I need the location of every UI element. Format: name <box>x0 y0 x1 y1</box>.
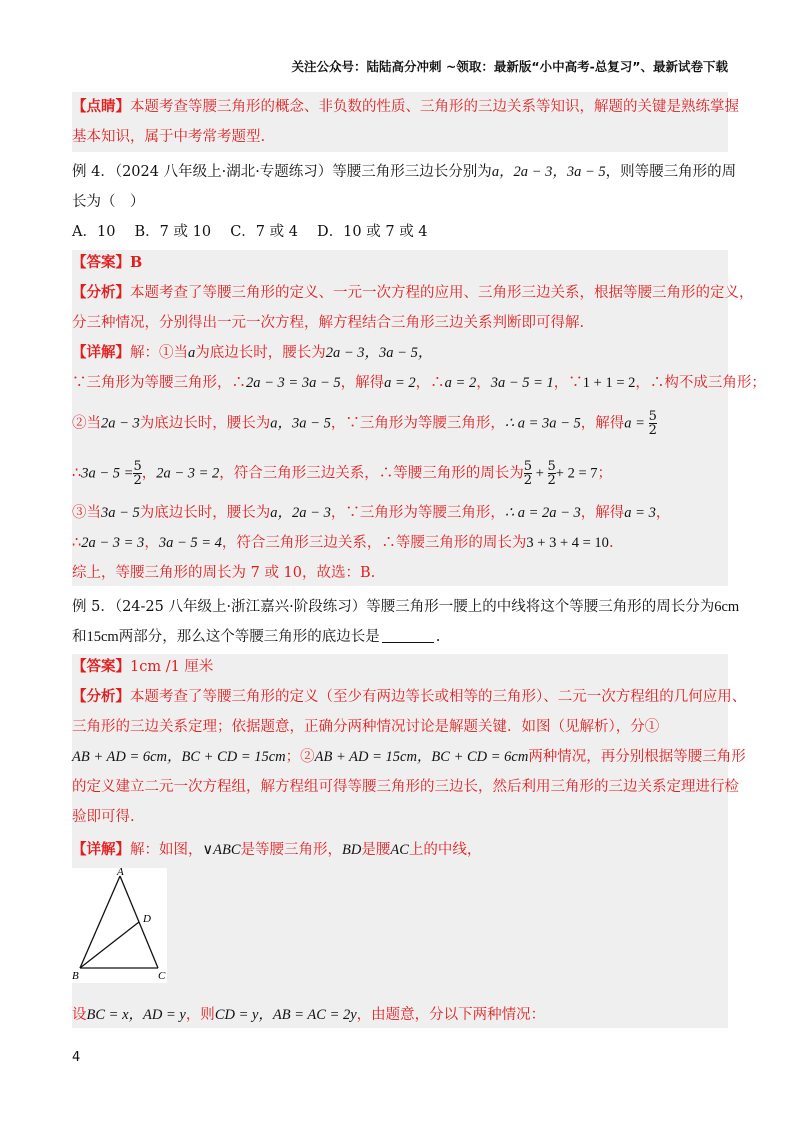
math-ac: AC <box>390 842 409 858</box>
ex5-d2c: ，由题意，分以下两种情况： <box>356 1007 546 1023</box>
frac-den-c: 2 <box>523 473 533 488</box>
ex4-analysis-2: 分三种情况，分别得出一元一次方程，解方程结合三角形三边关系判断即可得解. <box>72 315 585 331</box>
median-bd <box>80 922 139 968</box>
math-a-2: a = 2 <box>444 375 477 391</box>
triangle-diagram <box>72 868 167 983</box>
ex4-choices: A．10 B．7 或 10 C．7 或 4 D．10 或 7 或 4 <box>72 224 428 240</box>
ex4-detail-1 <box>72 343 432 363</box>
math-s6b: 3a − 5 = 4 <box>158 535 222 551</box>
ex5-val-15cm: 15cm <box>86 629 119 645</box>
ex4-line-1 <box>72 162 736 182</box>
frac-num-b: 5 <box>133 459 142 474</box>
ex4-d2a: ∵三角形为等腰三角形，∴ <box>72 375 246 391</box>
ex5-analysis-5: 验即可得. <box>72 809 135 825</box>
ex4-detail-6: ∴2a − 3 = 3，3a − 5 = 4，符合三角形三边关系，∴等腰三角形的周长为3 + 3 + 4 = 10. <box>72 535 614 551</box>
ex5-analysis-2: 三角形的三边关系定理；依据题意，正确分两种情况讨论是解题关键．如图（见解析），分① <box>72 719 660 735</box>
ex5-d1d: 上的中线， <box>408 842 482 858</box>
ex4-d5c: ，∵三角形为等腰三角形， <box>330 505 505 521</box>
ex5-text-1: 例 5．（24-25 八年级上·浙江嘉兴·阶段练习）等腰三角形一腰上的中线将这个等腰三角形的周长分为 <box>72 599 715 615</box>
ex5-analysis-4: 的定义建立二元一次方程组，解方程组可得等腰三角形的三边长，然后利用三角形的三边关系定理进行检 <box>72 779 739 795</box>
ex5-answer-line <box>72 657 213 677</box>
frac-num-c: 5 <box>523 459 533 474</box>
ex4-d6a: ∴ <box>72 535 82 551</box>
ex4-d5b: 为底边长时，腰长为 <box>139 505 271 521</box>
ex4-d2d: ，∵ <box>553 375 583 391</box>
ex4-detail-3: ②当2a − 3为底边长时，腰长为a，3a − 5，∵三角形为等腰三角形，∴ a = 3a − 5，解得a = $\frac{5}{2}$ <box>72 409 657 438</box>
ex4-analysis-label: 【分析】 <box>72 284 130 301</box>
ex4-detail-2: ∵三角形为等腰三角形，∴2a − 3 = 3a − 5，解得a = 2，∴a = 2，3a − 5 = 1，∵1 + 1 = 2，∴构不成三角形； <box>72 375 766 391</box>
math-vars2: CD = y，AB = AC = 2y <box>214 1007 357 1023</box>
math-2a-3-b: 2a − 3 <box>101 415 140 432</box>
label-d: D <box>143 913 151 925</box>
ex4-d1b: 为底边长时，腰长为 <box>195 345 326 361</box>
math-a-eq-2: a = 2 <box>384 375 416 391</box>
ex4-detail-4: ∴3a − 5 = $\frac{5}{2}$ ，2a − 3 = 2，符合三角形三边关系，∴等腰三角形的周长为 $\frac{5}{2}$ + $\frac{5}{2}$ + 2 = 7； <box>72 459 613 488</box>
ex4-detail-label: 【详解】 <box>72 344 130 361</box>
ex4-answer-line <box>72 253 142 273</box>
ex4-text-1b: ，则等腰三角形的周 <box>605 164 737 180</box>
math-legs2: a，3a − 5 <box>270 415 331 432</box>
math-s6a: 2a − 3 = 3 <box>81 535 145 551</box>
tip-line-1 <box>72 97 739 117</box>
math-2a-3: 2a − 3 <box>325 345 365 361</box>
ex5-a3d: 两种情况，再分别根据等腰三角形 <box>528 749 746 765</box>
ex5-detail-2 <box>72 1005 545 1025</box>
side-ab <box>80 876 120 968</box>
ex4-d5d: ，解得 <box>580 505 625 521</box>
ex5-d2b: ，则 <box>185 1007 215 1023</box>
math-legs1: 2a − 3，3a − 5， <box>325 345 433 361</box>
math-cond1: AB + AD = 6cm，BC + CD = 15cm <box>72 749 286 765</box>
frac-num-d: 5 <box>547 459 556 474</box>
label-a: A <box>117 868 124 878</box>
ex5-d1a: 解：如图， <box>130 842 203 858</box>
math-bd: BD <box>342 842 362 858</box>
math-eq2: a = 3a − 5 <box>517 415 581 432</box>
ex4-d3a: ②当 <box>72 415 101 432</box>
math-check1: 3a − 5 = 1 <box>490 375 554 391</box>
ex5-analysis-1 <box>72 687 746 707</box>
frac-5-2-c <box>524 460 532 487</box>
math-vars1: BC = x，AD = y <box>86 1007 186 1023</box>
ex5-d1c: 是腰 <box>361 842 391 858</box>
ex4-d3c: ，∵三角形为等腰三角形， <box>330 415 505 432</box>
math-3a-5-b: 3a − 5 <box>101 505 140 521</box>
ex4-sides: a，2a − 3，3a − 5 <box>491 164 606 180</box>
page-number: 4 <box>72 1050 81 1065</box>
ex4-analysis-1 <box>72 283 754 303</box>
label-b: B <box>72 970 79 982</box>
ex5-detail-label: 【详解】 <box>72 841 130 858</box>
ex4-text-1a: 例 4．（2024 八年级上·湖北·专题练习）等腰三角形三边长分别为 <box>72 164 492 180</box>
ex4-d5a: ③当 <box>72 505 101 521</box>
math-legs3: a，2a − 3 <box>270 505 331 521</box>
math-a: a <box>188 345 196 361</box>
frac-5-2 <box>649 410 657 437</box>
frac-num: 5 <box>648 409 657 424</box>
ex5-answer-label: 【答案】 <box>72 658 130 675</box>
ex5-val-6cm: 6cm <box>714 599 740 615</box>
math-s4b: 2a − 3 = 2 <box>156 465 220 482</box>
label-c: C <box>158 970 166 982</box>
ex5-answer: 1cm /1 厘米 <box>130 659 214 675</box>
ex5-line-2 <box>72 627 440 647</box>
ex4-d2b: ，解得 <box>340 375 385 391</box>
ex5-detail-1 <box>72 840 481 860</box>
ex4-d4a: ∴ <box>72 465 82 482</box>
math-per3: 3 + 3 + 4 = 10 <box>526 535 609 551</box>
math-sum1: 1 + 1 = 2 <box>582 375 636 391</box>
ex4-d3d: ，解得 <box>580 415 625 432</box>
frac-5-2-d <box>548 460 556 487</box>
ex5-text-2c: . <box>435 629 441 645</box>
math-eq1: 2a − 3 = 3a − 5 <box>246 375 341 391</box>
ex4-d2e: ，∴构不成三角形； <box>635 375 766 391</box>
ex4-analysis-text-1: 本题考查了等腰三角形的定义、一元一次方程的应用、三角形三边关系，根据等腰三角形的定义， <box>130 285 754 301</box>
ex4-d4b: ，符合三角形三边关系， <box>219 465 379 482</box>
ex4-d1: 解：①当 <box>130 345 188 361</box>
ex4-d2c: ，∴ <box>415 375 445 391</box>
math-s4a: 3a − 5 = <box>81 465 134 482</box>
ex4-conclusion: 综上，等腰三角形的周长为 7 或 10，故选：B. <box>72 565 376 581</box>
triangle-figure <box>72 868 167 983</box>
ex5-a1: 本题考查了等腰三角形的定义（至少有两边等长或相等的三角形）、二元一次方程组的几何应用、 <box>130 689 747 705</box>
ex4-answer: B <box>130 254 143 271</box>
math-tri: ∨ABC <box>202 842 241 858</box>
answer-blank <box>382 628 434 643</box>
ex5-line-1 <box>72 597 739 617</box>
page-header: 关注公众号：陆陆高分冲刺 ~领取：最新版“小中高考-总复习”、最新试卷下载 <box>291 59 728 74</box>
ex4-d4c: 等腰三角形的周长为 <box>393 465 524 482</box>
frac-den-b: 2 <box>133 473 142 488</box>
ex5-text-2b: 两部分，那么这个等腰三角形的底边长是 <box>118 629 380 645</box>
ex5-d2a: 设 <box>72 1007 87 1023</box>
math-3a-5: 3a − 5 <box>379 345 418 361</box>
ex5-analysis-3 <box>72 747 746 767</box>
ex4-d6b: ，符合三角形三边关系，∴等腰三角形的周长为 <box>221 535 527 551</box>
ex5-analysis-label: 【分析】 <box>72 688 130 705</box>
frac-den-d: 2 <box>547 473 556 488</box>
ex4-answer-label: 【答案】 <box>72 254 130 271</box>
frac-5-2-b <box>133 460 141 487</box>
ex5-a3b: ；② <box>285 749 315 765</box>
ex4-line-2: 长为（ ） <box>72 194 145 210</box>
ex4-d3b: 为底边长时，腰长为 <box>139 415 271 432</box>
math-cond2: AB + AD = 15cm，BC + CD = 6cm <box>314 749 529 765</box>
frac-den: 2 <box>648 423 657 438</box>
math-per2: + 2 = 7 <box>555 465 598 482</box>
tip-text-1: 本题考查等腰三角形的概念、非负数的性质、三角形的三边关系等知识，解题的关键是熟练掌握 <box>130 99 739 115</box>
math-a-eq-3: a = 3 <box>624 505 656 521</box>
ex5-text-2a: 和 <box>72 629 87 645</box>
tip-label: 【点睛】 <box>72 98 130 115</box>
ex4-detail-5: ③当3a − 5为底边长时，腰长为a，2a − 3，∵三角形为等腰三角形，∴ a = 2a − 3，解得a = 3， <box>72 505 671 521</box>
tip-line-2: 基本知识，属于中考常考题型. <box>72 129 266 145</box>
ex5-d1b: 是等腰三角形， <box>240 842 342 858</box>
math-eq3: a = 2a − 3 <box>517 505 581 521</box>
